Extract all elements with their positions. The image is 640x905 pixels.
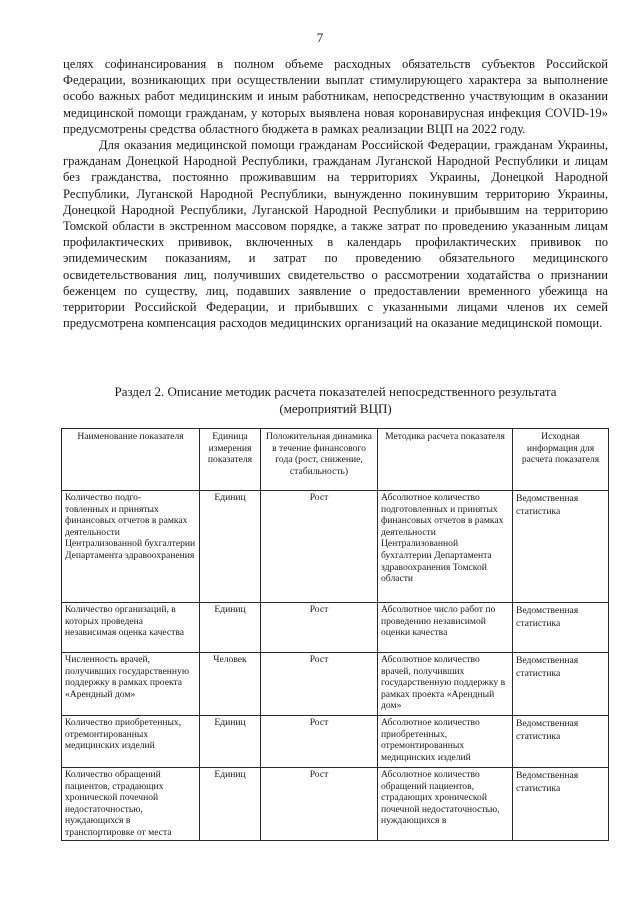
paragraph-medical-aid: Для оказания медицинской помощи гражданам Российской Федерации, гражданам Украины, гражданам Донецкой Народной Республики, гражданам Луганской Народной Республики и лицам без гражданства, постоянно проживавшим на территориях Украины, Донецкой Народной Республики, Луганской Народной Республики, вынужденно покинувшим территорию Украины, Донецкой Народной Республики, Луганской Народной Республики и прибывшим на территорию Томской области в экстренном массовом порядке, а также затрат по проведению указанным лицам профилактических прививок, включенных в календарь профилактических прививок по эпидемическим показаниям, и затрат по проведению обязательного медицинского освидетельствования лиц, получивших свидетельство о рассмотрении ходатайства о признании беженцем по существу, лиц, подавших заявление о предоставлении временного убежища на территории Российской Федерации, и прибывших с указанными лицами членов их семей предусмотрена компенсация расходов медицинских организаций на оказание медицинской помощи. [63, 138, 608, 331]
cell-dynamics: Рост [261, 603, 378, 653]
cell-method: Абсолютное количество обращений пациентов, страдающих хронической почечной недостаточностью, нуждающихся в [378, 768, 513, 841]
cell-unit: Единиц [200, 491, 261, 603]
page-number: 7 [316, 30, 324, 45]
table-row [62, 716, 609, 768]
cell-dynamics: Рост [261, 768, 378, 841]
header-indicator-name: Наименование показателя [62, 429, 200, 491]
table-row [62, 768, 609, 841]
cell-indicator-name: Количество организаций, в которых проведена независимая оценка качества [62, 603, 200, 653]
cell-method: Абсолютное количество подготовленных и принятых финансовых отчетов в рамках деятельности Централизованной бухгалтерии Департамента здравоохранения Томской области [378, 491, 513, 603]
cell-source: Ведомственная статистика [513, 491, 609, 603]
cell-indicator-name: Количество приобретенных, отремонтированных медицинских изделий [62, 716, 200, 768]
cell-dynamics: Рост [261, 716, 378, 768]
cell-dynamics: Рост [261, 653, 378, 716]
cell-unit: Единиц [200, 768, 261, 841]
header-source: Исходная информация для расчета показателя [513, 429, 609, 491]
cell-method: Абсолютное количество врачей, получивших государственную поддержку в рамках проекта «Арендный дом» [378, 653, 513, 716]
cell-unit: Человек [200, 653, 261, 716]
cell-source: Ведомственная статистика [513, 653, 609, 716]
cell-dynamics: Рост [261, 491, 378, 603]
metrics-table [61, 428, 609, 841]
table-row [62, 653, 609, 716]
table-row [62, 603, 609, 653]
cell-method: Абсолютное количество приобретенных, отремонтированных медицинских изделий [378, 716, 513, 768]
paragraph-cofinancing: целях софинансирования в полном объеме расходных обязательств субъектов Российской Федерации, возникающих при осуществлении выплат стимулирующего характера за выполнение особо важных работ медицинским и иным работникам, непосредственно участвующим в оказании медицинской помощи гражданам, у которых выявлена новая коронавирусная инфекция COVID-19» предусмотрены средства областного бюджета в рамках реализации ВЦП на 2022 году. [63, 57, 608, 136]
table-row [62, 491, 609, 603]
cell-indicator-name: Количество подго- товленных и принятых финансовых отчетов в рамках деятельности Централизованной бухгалтерии Департамента здравоохранения [62, 491, 200, 603]
cell-unit: Единиц [200, 716, 261, 768]
cell-method: Абсолютное число работ по проведению независимой оценки качества [378, 603, 513, 653]
cell-indicator-name: Численность врачей, получивших государственную поддержку в рамках проекта «Арендный дом» [62, 653, 200, 716]
header-method: Методика расчета показателя [378, 429, 513, 491]
cell-source: Ведомственная статистика [513, 768, 609, 841]
cell-indicator-name: Количество обращений пациентов, страдающих хронической почечной недостаточностью, нуждающихся в транспортировке от места [62, 768, 200, 841]
body-text [63, 56, 608, 331]
table-header-row [62, 429, 609, 491]
section-title-line-1: Раздел 2. Описание методик расчета показателей непосредственного результата [114, 384, 557, 399]
section-title-line-2: (мероприятий ВЦП) [279, 401, 392, 416]
cell-source: Ведомственная статистика [513, 716, 609, 768]
header-unit: Единица измерения показателя [200, 429, 261, 491]
section-title [63, 383, 608, 417]
cell-source: Ведомственная статистика [513, 603, 609, 653]
cell-unit: Единиц [200, 603, 261, 653]
header-dynamics: Положительная динамика в течение финансового года (рост, снижение, стабильность) [261, 429, 378, 491]
